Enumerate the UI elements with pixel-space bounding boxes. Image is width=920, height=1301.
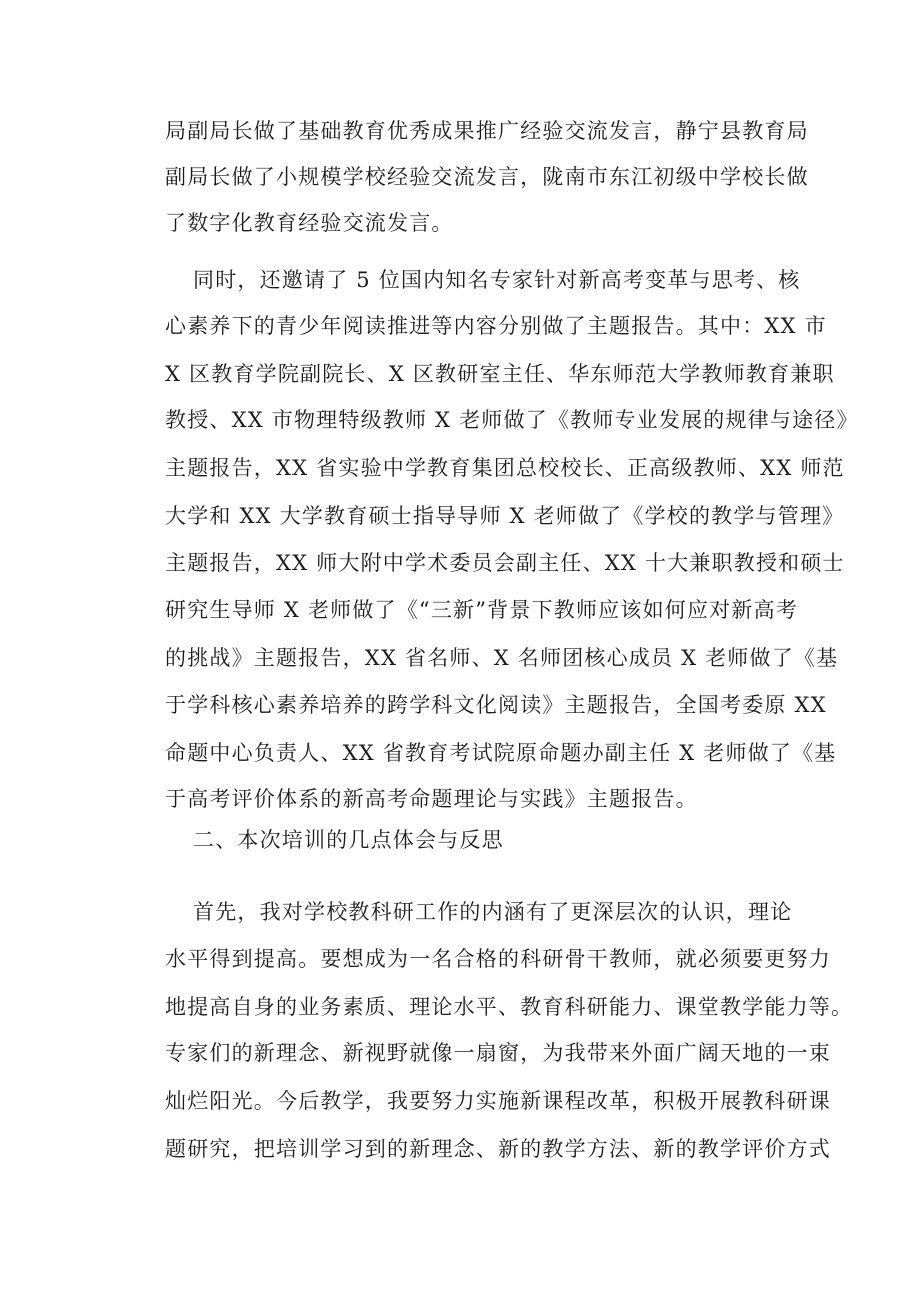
section-heading-2: 二、本次培训的几点体会与反思 [193,828,504,852]
paragraph1-line-3: 了数字化教育经验交流发言。 [165,211,454,235]
paragraph2-line-9: 的挑战》主题报告，XX 省名师、X 名师团核心成员 X 老师做了《基 [165,646,839,670]
paragraph2-line-1: 同时，还邀请了 5 位国内知名专家针对新高考变革与思考、核 [193,268,801,292]
paragraph2-line-7: 主题报告，XX 师大附中学术委员会副主任、XX 十大兼职教授和硕士 [165,551,845,575]
paragraph3-line-6: 题研究，把培训学习到的新理念、新的教学方法、新的教学评价方式 [165,1137,831,1161]
paragraph2-line-10: 于学科核心素养培养的跨学科文化阅读》主题报告，全国考委原 XX [165,693,827,717]
paragraph2-line-6: 大学和 XX 大学教育硕士指导导师 X 老师做了《学校的教学与管理》 [165,504,845,528]
paragraph2-line-11: 命题中心负责人、XX 省教育考试院原命题办副主任 X 老师做了《基 [165,741,837,765]
paragraph1-line-1: 局副局长做了基础教育优秀成果推广经验交流发言，静宁县教育局 [165,119,809,143]
paragraph3-line-1: 首先，我对学校教科研工作的内涵有了更深层次的认识，理论 [193,900,793,924]
paragraph3-line-3: 地提高自身的业务素质、理论水平、教育科研能力、课堂教学能力等。 [165,995,854,1019]
paragraph2-line-4: 教授、XX 市物理特级教师 X 老师做了《教师专业发展的规律与途径》 [165,408,859,432]
paragraph2-line-3: X 区教育学院副院长、X 区教研室主任、华东师范大学教师教育兼职 [165,362,835,386]
paragraph2-line-5: 主题报告，XX 省实验中学教育集团总校校长、正高级教师、XX 师范 [165,456,845,480]
paragraph3-line-2: 水平得到提高。要想成为一名合格的科研骨干教师，就必须要更努力 [165,947,831,971]
paragraph3-line-5: 灿烂阳光。今后教学，我要努力实施新课程改革，积极开展教科研课 [165,1089,831,1113]
paragraph1-line-2: 副局长做了小规模学校经验交流发言，陇南市东江初级中学校长做 [165,165,809,189]
paragraph2-line-8: 研究生导师 X 老师做了《“三新”背景下教师应该如何应对新高考 [165,598,798,622]
paragraph2-line-12: 于高考评价体系的新高考命题理论与实践》主题报告。 [165,787,698,811]
paragraph3-line-4: 专家们的新理念、新视野就像一扇窗，为我带来外面广阔天地的一束 [165,1041,831,1065]
paragraph2-line-2: 心素养下的青少年阅读推进等内容分别做了主题报告。其中：XX 市 [165,314,827,338]
